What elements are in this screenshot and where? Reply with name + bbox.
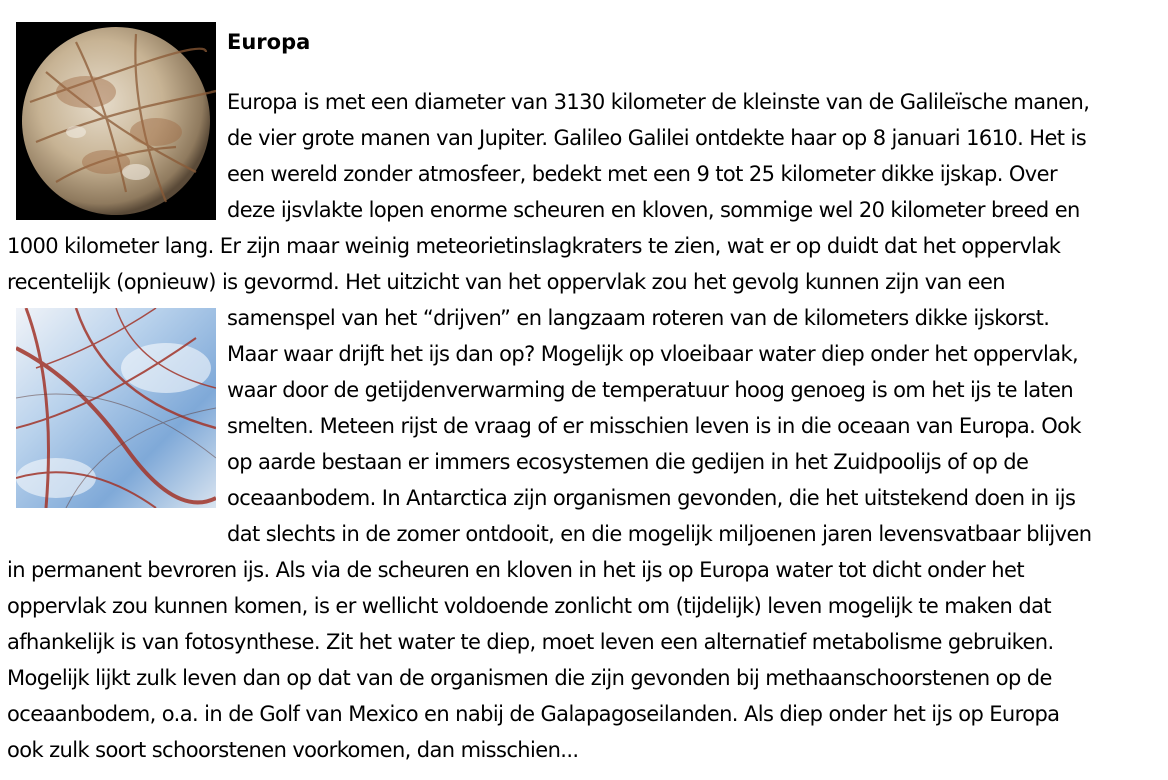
text-line: 1000 kilometer lang. Er zijn maar weinig meteorietinslagkraters te zien, wat er op duidt dat het oppervlak [7,234,1061,258]
text-line: Maar waar drijft het ijs dan op? Mogelijk op vloeibaar water diep onder het oppervlak, [227,342,1079,366]
text-line: in permanent bevroren ijs. Als via de scheuren en kloven in het ijs op Europa water tot dicht onder het [7,558,1024,582]
text-line: oceaanbodem, o.a. in de Golf van Mexico en nabij de Galapagoseilanden. Als diep onder het ijs op Europa [7,702,1060,726]
text-line: ook zulk soort schoorstenen voorkomen, dan misschien... [7,738,579,762]
text-line: afhankelijk is van fotosynthese. Zit het water te diep, moet leven een alternatief metabolisme gebruiken. [7,630,1054,654]
text-line: samenspel van het “drijven” en langzaam roteren van de kilometers dikke ijskorst. [227,306,1050,330]
text-line: dat slechts in de zomer ontdooit, en die mogelijk miljoenen jaren levensvatbaar blijven [227,522,1092,546]
text-line: op aarde bestaan er immers ecosystemen die gedijen in het Zuidpoolijs of op de [227,450,1029,474]
text-line: oppervlak zou kunnen komen, is er wellicht voldoende zonlicht om (tijdelijk) leven mogelijk te maken dat [7,594,1051,618]
text-line: Europa is met een diameter van 3130 kilometer de kleinste van de Galileïsche manen, [227,90,1090,114]
europa-globe-icon [16,22,216,220]
ice-crust-icon [16,308,216,508]
text-line: Mogelijk lijkt zulk leven dan op dat van de organismen die zijn gevonden bij methaanschoorstenen op de [7,666,1052,690]
europa-ice-surface-image [16,308,216,508]
page-title: Europa [227,30,311,54]
text-line: oceaanbodem. In Antarctica zijn organismen gevonden, die het uitstekend doen in ijs [227,486,1076,510]
text-line: een wereld zonder atmosfeer, bedekt met een 9 tot 25 kilometer dikke ijskap. Over [227,162,1057,186]
text-line: deze ijsvlakte lopen enorme scheuren en kloven, sommige wel 20 kilometer breed en [227,198,1080,222]
text-line: waar door de getijdenverwarming de temperatuur hoog genoeg is om het ijs te laten [227,378,1074,402]
text-line: recentelijk (opnieuw) is gevormd. Het uitzicht van het oppervlak zou het gevolg kunnen zijn van een [7,270,1006,294]
text-line: smelten. Meteen rijst de vraag of er misschien leven is in die oceaan van Europa. Ook [227,414,1081,438]
europa-moon-image [16,22,216,220]
text-line: de vier grote manen van Jupiter. Galileo Galilei ontdekte haar op 8 januari 1610. Het is [227,126,1087,150]
